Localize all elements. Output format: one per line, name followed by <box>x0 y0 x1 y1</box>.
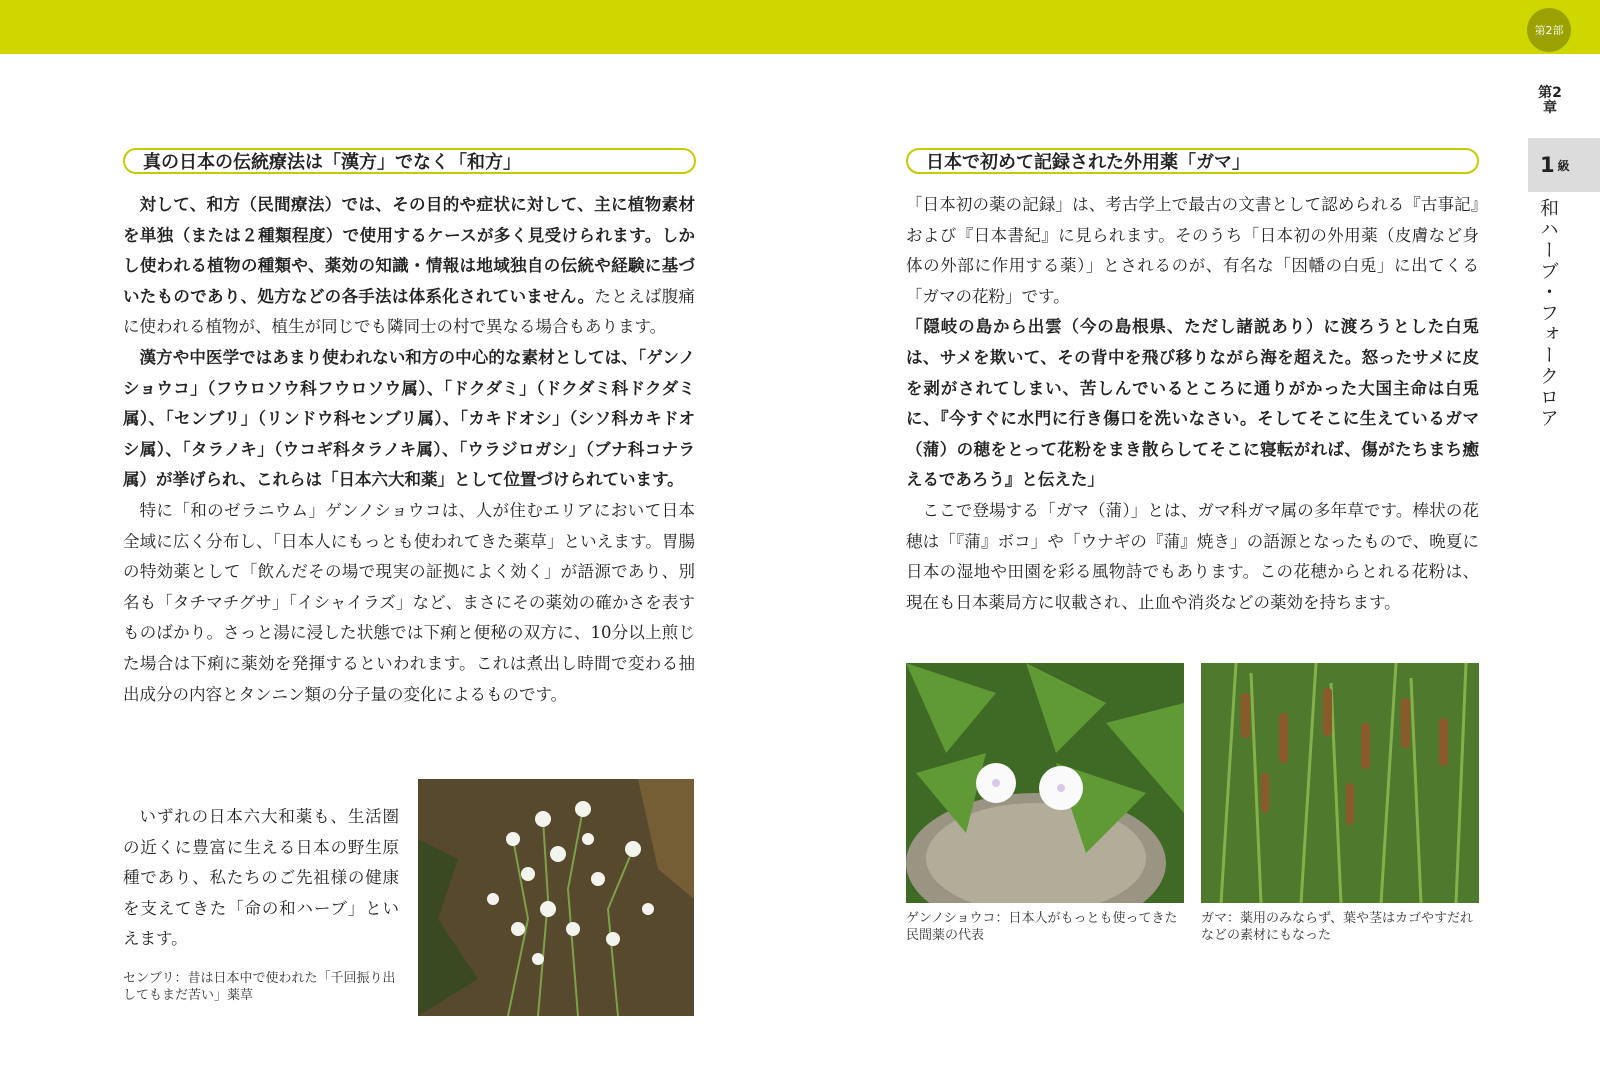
left-body-top <box>123 190 695 710</box>
level-tab <box>1528 138 1600 192</box>
gama-photo <box>1201 663 1479 903</box>
gennoshouko-caption: ゲンノショウコ：日本人がもっとも使ってきた民間薬の代表 <box>906 911 1178 943</box>
left-p1-rest: たとえば腹痛に使われる植物が、植生が同じでも隣同士の村で異なる場合もあります。 <box>123 286 695 337</box>
section-title: 和ハーブ・フォークロア <box>1537 198 1559 429</box>
right-heading: 日本で初めて記録された外用薬「ガマ」 <box>906 148 1479 174</box>
gennoshouko-photo <box>906 663 1184 903</box>
top-color-band <box>0 0 1600 54</box>
level-suffix: 級 <box>1557 158 1570 173</box>
left-paragraph-3: 特に「和のゼラニウム」ゲンノショウコは、人が住むエリアにおいて日本全域に広く分布し、「日本人にもっとも使われてきた薬草」といえます。胃腸の特効薬として「飲んだその場で現実の証拠によく効く」が語源であり、別名も「タチマチグサ」「イシャイラズ」など、まさにその薬効の確かさを表すものばかり。さっと湯に浸した状態では下痢と便秘の双方に、10分以上煎じた場合は下痢に薬効を発揮するといわれます。これは煮出し時間で変わる抽出成分の内容とタンニン類の分子量の変化によるものです。 <box>123 500 695 704</box>
right-paragraph-1: 「日本初の薬の記録」は、考古学上で最古の文書として認められる『古事記』および『日本書紀』に見られます。そのうち「日本初の外用薬（皮膚など身体の外部に作用する薬）」とされるのが、有名な「因幡の白兎」に出てくる「ガマの花粉」です。 <box>906 195 1479 306</box>
gama-caption: ガマ：薬用のみならず、葉や茎はカゴやすだれなどの素材にもなった <box>1201 911 1473 943</box>
chapter-label: 第2章 <box>1538 85 1562 116</box>
left-paragraph-2: 漢方や中医学ではあまり使われない和方の中心的な素材としては、「ゲンノショウコ」（フウロソウ科フウロソウ属）、「ドクダミ」（ドクダミ科ドクダミ属）、「センブリ」（リンドウ科センブリ属）、「カキドオシ」（シソ科カキドオシ属）、「タラノキ」（ウコギ科タラノキ属）、「ウラジロガシ」（ブナ科コナラ属）が挙げられ、これらは「日本六大和薬」として位置づけられています。 <box>123 347 695 490</box>
left-body-bottom <box>123 802 399 955</box>
left-paragraph-4: いずれの日本六大和薬も、生活圏の近くに豊富に生える日本の野生原種であり、私たちのご先祖様の健康を支えてきた「命の和ハーブ」といえます。 <box>123 807 399 949</box>
left-heading: 真の日本の伝統療法は「漢方」でなく「和方」 <box>123 148 696 174</box>
right-paragraph-2: 「隠岐の島から出雲（今の島根県、ただし諸説あり）に渡ろうとした白兎は、サメを欺いて、その背中を飛び移りながら海を超えた。怒ったサメに皮を剥がされてしまい、苦しんでいるところに通りがかった大国主命は白兎に、『今すぐに水門に行き傷口を洗いなさい。そしてそこに生えているガマ（蒲）の穂をとって花粉をまき散らしてそこに寝転がれば、傷がたちまち癒えるであろう』と伝えた」 <box>906 317 1479 490</box>
senburi-caption: センブリ：昔は日本中で使われた「千回振り出してもまだ苦い」薬草 <box>123 971 396 1003</box>
level-number: 1 <box>1540 153 1555 177</box>
senburi-photo <box>418 779 694 1016</box>
left-p1-bold: 対して、和方（民間療法）では、その目的や症状に対して、主に植物素材を単独（または２種類程度）で使用するケースが多く見受けられます。しかし使われる植物の種類や、薬効の知識・情報は地域独自の伝統や経験に基づいたものであり、処方などの各手法は体系化されていません。 <box>123 195 695 306</box>
right-paragraph-3: ここで登場する「ガマ（蒲）」とは、ガマ科ガマ属の多年草です。棒状の花穂は「『蒲』ボコ」や「ウナギの『蒲』焼き」の語源となったもので、晩夏に日本の湿地や田園を彩る風物詩でもあります。この花穂からとれる花粉は、現在も日本薬局方に収載され、止血や消炎などの薬効を持ちます。 <box>906 500 1479 612</box>
right-body <box>906 190 1479 618</box>
left-paragraph-1 <box>123 190 695 343</box>
part-badge: 第2部 <box>1527 8 1571 52</box>
